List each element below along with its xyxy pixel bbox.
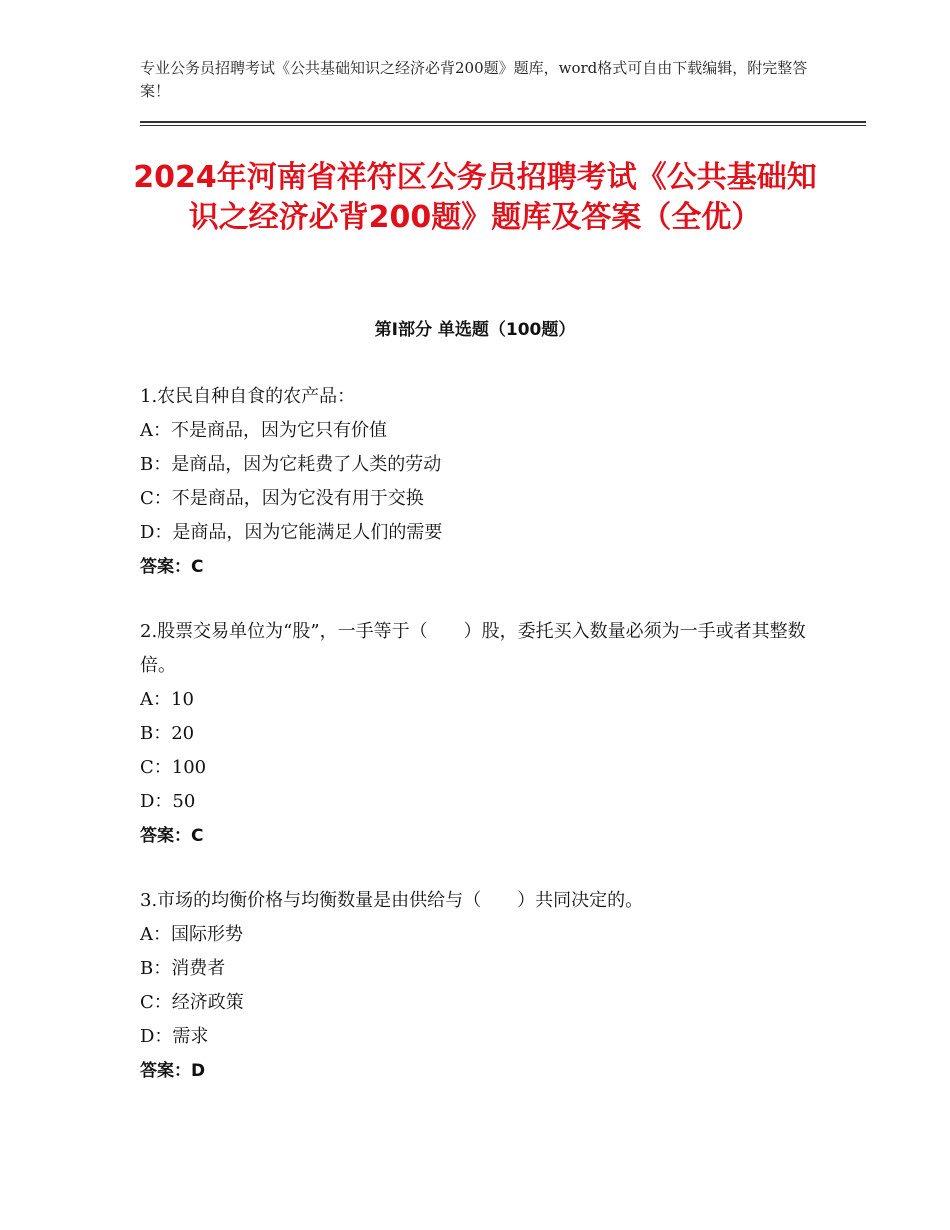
option-a: A：不是商品，因为它只有价值 xyxy=(140,420,387,441)
question-2 xyxy=(140,615,820,853)
option-b: B：是商品，因为它耗费了人类的劳动 xyxy=(140,454,442,475)
answer: 答案：C xyxy=(140,826,204,846)
question-1 xyxy=(140,380,820,584)
option-c: C：不是商品，因为它没有用于交换 xyxy=(140,488,424,509)
question-stem: 1.农民自种自食的农产品： xyxy=(140,386,356,407)
header-note: 专业公务员招聘考试《公共基础知识之经济必背200题》题库，word格式可自由下载编辑，附完整答案！ xyxy=(140,59,808,100)
option-d: D：是商品，因为它能满足人们的需要 xyxy=(140,522,443,543)
section-title: 第Ⅰ部分 单选题（100题） xyxy=(374,320,576,340)
option-b: B：消费者 xyxy=(140,958,226,979)
option-c: C：100 xyxy=(140,757,207,778)
question-3 xyxy=(140,884,820,1088)
option-a: A：10 xyxy=(140,689,194,710)
document-title: 2024年河南省祥符区公务员招聘考试《公共基础知识之经济必背200题》题库及答案（全优） xyxy=(133,160,817,235)
option-d: D：50 xyxy=(140,791,196,812)
question-stem: 3.市场的均衡价格与均衡数量是由供给与（ ）共同决定的。 xyxy=(140,890,644,911)
answer: 答案：D xyxy=(140,1061,206,1081)
header-divider-thin xyxy=(140,125,866,126)
question-stem: 2.股票交易单位为“股”，一手等于（ ）股，委托买入数量必须为一手或者其整数倍。 xyxy=(140,621,806,676)
option-b: B：20 xyxy=(140,723,195,744)
option-c: C：经济政策 xyxy=(140,992,244,1013)
answer: 答案：C xyxy=(140,557,204,577)
header-divider-thick xyxy=(140,121,866,123)
question-list xyxy=(140,380,820,1119)
option-a: A：国际形势 xyxy=(140,924,243,945)
option-d: D：需求 xyxy=(140,1026,209,1047)
